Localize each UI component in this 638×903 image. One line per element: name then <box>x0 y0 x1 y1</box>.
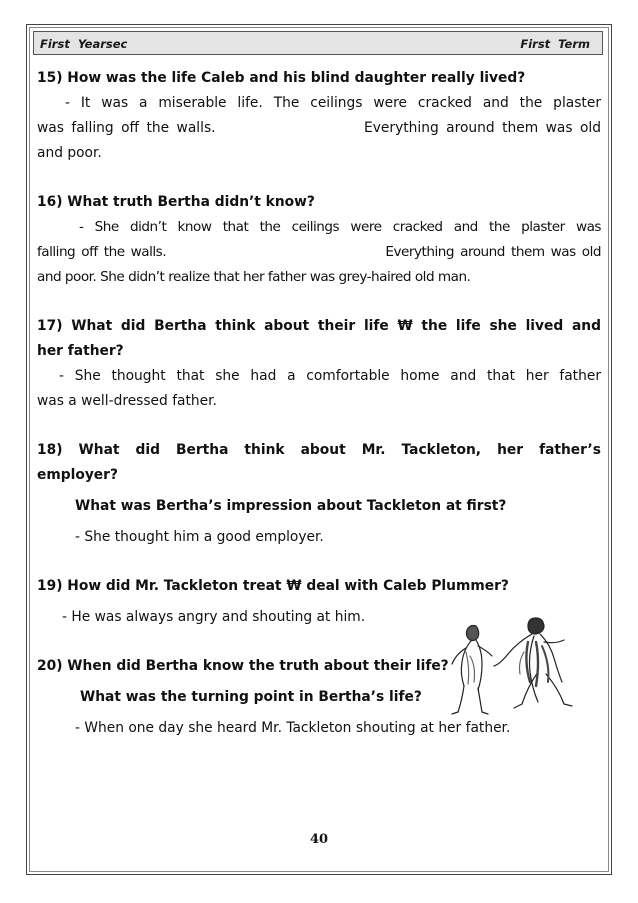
spacer <box>37 166 601 190</box>
question-17-line-2: her father? <box>37 343 124 359</box>
question-18-alt: What was Bertha’s impression about Tackleton at first? <box>75 498 507 514</box>
answer-16-line-2: falling off the walls. Everything around them was old <box>37 244 601 260</box>
spacer <box>37 414 601 438</box>
answer-16-line-3: and poor. She didn’t realize that her father was grey-haired old man. <box>37 269 471 285</box>
page-number: 40 <box>309 832 329 847</box>
answer-15-line-1: - It was a miserable life. The ceilings were cracked and the plaster <box>65 95 601 111</box>
answer-17-line-2: was a well-dressed father. <box>37 393 217 409</box>
answer-17-line-1: - She thought that she had a comfortable home and that her father <box>59 368 601 384</box>
spacer <box>37 550 601 574</box>
two-men-arguing-sketch-icon <box>436 612 586 716</box>
question-17-line-1: 17) What did Bertha think about their life ₩ the life she lived and <box>37 318 601 334</box>
question-20-alt: What was the turning point in Bertha’s life? <box>80 689 422 705</box>
question-15: 15) How was the life Caleb and his blind daughter really lived? <box>37 70 526 86</box>
question-16: 16) What truth Bertha didn’t know? <box>37 194 315 210</box>
answer-20: - When one day she heard Mr. Tackleton shouting at her father. <box>75 720 511 736</box>
answer-18: - She thought him a good employer. <box>75 529 324 545</box>
answer-19: - He was always angry and shouting at him. <box>62 609 366 625</box>
question-18-line-2: employer? <box>37 467 118 483</box>
header-left-label: First Yearsec <box>40 37 128 51</box>
answer-15-line-2: was falling off the walls. Everything around them was old <box>37 120 601 136</box>
answer-16-line-1: - She didn’t know that the ceilings were cracked and the plaster was <box>79 219 601 235</box>
question-18-line-1: 18) What did Bertha think about Mr. Tackleton, her father’s <box>37 442 601 458</box>
running-header <box>33 31 603 55</box>
header-right-label: First Term <box>520 37 590 51</box>
question-19: 19) How did Mr. Tackleton treat ₩ deal with Caleb Plummer? <box>37 578 509 594</box>
answer-15-line-3: and poor. <box>37 145 102 161</box>
spacer <box>37 290 601 314</box>
question-20: 20) When did Bertha know the truth about their life? <box>37 658 449 674</box>
